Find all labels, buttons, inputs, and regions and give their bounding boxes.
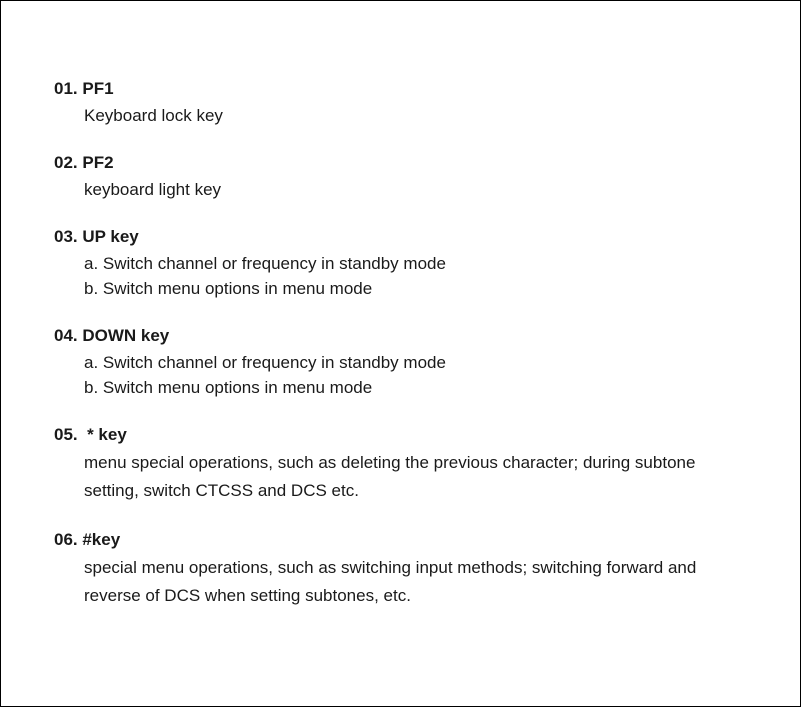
section-heading: 02. PF2: [54, 153, 114, 172]
section-heading: 06. #key: [54, 530, 121, 549]
section-line: keyboard light key: [84, 180, 222, 199]
section-line: setting, switch CTCSS and DCS etc.: [84, 481, 359, 500]
section-body: [84, 103, 774, 128]
section-line: b. Switch menu options in menu mode: [84, 279, 373, 298]
section-line: a. Switch channel or frequency in standby mode: [84, 353, 446, 372]
section-star-key: [54, 424, 774, 505]
section-down-key: [54, 325, 774, 400]
section-line: b. Switch menu options in menu mode: [84, 378, 373, 397]
section-up-key: [54, 226, 774, 301]
key-description-list: [54, 78, 774, 634]
section-pf2: [54, 152, 774, 202]
section-line: menu special operations, such as deleting the previous character; during subtone: [84, 453, 696, 472]
section-heading: 03. UP key: [54, 227, 139, 246]
section-hash-key: [54, 529, 774, 610]
section-heading: 05. * key: [54, 425, 127, 444]
section-line: reverse of DCS when setting subtones, etc.: [84, 586, 411, 605]
section-line: Keyboard lock key: [84, 106, 223, 125]
section-body: [84, 177, 774, 202]
section-line: special menu operations, such as switching input methods; switching forward and: [84, 558, 697, 577]
section-heading: 01. PF1: [54, 79, 114, 98]
section-line: a. Switch channel or frequency in standby mode: [84, 254, 446, 273]
section-body: [84, 449, 774, 505]
section-body: [84, 251, 774, 301]
section-pf1: [54, 78, 774, 128]
section-body: [84, 350, 774, 400]
section-body: [84, 554, 774, 610]
section-heading: 04. DOWN key: [54, 326, 170, 345]
